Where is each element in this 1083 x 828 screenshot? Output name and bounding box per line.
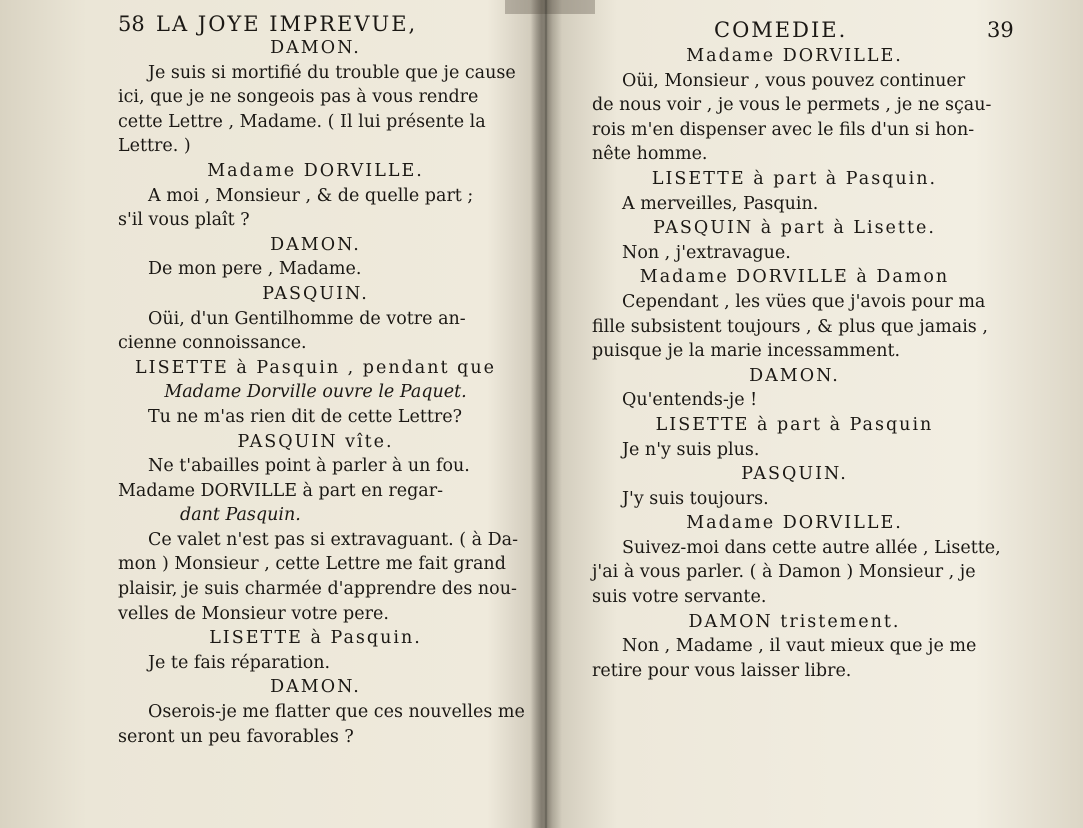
left-page [0, 0, 540, 828]
text-line: Ce valet n'est pas si extravaguant. ( à Da- [148, 529, 518, 550]
page-number: 58 [118, 12, 145, 36]
speaker-heading: DAMON. [270, 38, 361, 58]
speaker-heading: LISETTE à Pasquin. [209, 628, 422, 649]
text-line: velles de Monsieur votre pere. [118, 603, 389, 624]
text-line: Ne t'abailles point à parler à un fou. [148, 456, 470, 477]
speaker-heading: DAMON. [749, 365, 840, 386]
text-line: Tu ne m'as rien dit de cette Lettre? [148, 406, 463, 427]
text-line: fille subsistent toujours , & plus que jamais , [592, 316, 988, 337]
text-line: Oüi, d'un Gentilhomme de votre an- [148, 308, 466, 329]
text-line: De mon pere , Madame. [148, 259, 362, 280]
text-line: retire pour vous laisser libre. [592, 660, 852, 681]
page-number: 39 [987, 18, 1014, 42]
speaker-heading: LISETTE à part à Pasquin. [651, 168, 938, 189]
speaker-heading: Madame DORVILLE. [207, 160, 424, 181]
speaker-heading: Madame DORVILLE. [686, 513, 903, 534]
speaker-heading: PASQUIN. [741, 464, 848, 485]
text-line: Je suis si mortifié du trouble que je cause [148, 62, 516, 83]
right-page-content [546, 12, 1014, 683]
text-line: seront un peu favorables ? [118, 726, 354, 747]
text-line: plaisir, je suis charmée d'apprendre des nou- [118, 579, 517, 600]
text-line: j'ai à vous parler. ( à Damon ) Monsieur , je [592, 562, 976, 583]
text-line: Suivez-moi dans cette autre allée , Lisette, [622, 537, 1001, 558]
speaker-heading: Madame DORVILLE à Damon [639, 267, 950, 288]
left-page-content [0, 12, 525, 749]
text-line: Non , Madame , il vaut mieux que je me [622, 636, 977, 657]
text-line: Qu'entends-je ! [622, 390, 758, 411]
speaker-heading: Madame Dorville ouvre le Paquet. [164, 382, 467, 403]
left-page-text [118, 36, 525, 749]
text-line: ici, que je ne songeois pas à vous rendre [118, 87, 479, 108]
speaker-heading: DAMON tristement. [688, 611, 901, 632]
right-page-text [592, 44, 1001, 683]
text-line: J'y suis toujours. [622, 488, 769, 509]
left-page-header [118, 12, 513, 36]
text-line: de nous voir , je vous le permets , je ne sçau- [592, 95, 992, 116]
speaker-heading: Madame DORVILLE. [686, 46, 903, 66]
text-line: Lettre. ) [118, 136, 191, 157]
speaker-heading: PASQUIN vîte. [237, 431, 394, 452]
text-line: Oüi, Monsieur , vous pouvez continuer [622, 70, 966, 91]
speaker-heading: DAMON. [270, 677, 361, 698]
right-page-header [592, 12, 1014, 42]
text-line: dant Pasquin. [180, 505, 301, 526]
text-line: Cependant , les vües que j'avois pour ma [622, 291, 986, 312]
text-line: cette Lettre , Madame. ( Il lui présente la [118, 111, 486, 132]
speaker-heading: PASQUIN à part à Lisette. [653, 218, 936, 239]
right-page [546, 0, 1083, 828]
text-line: suis votre servante. [592, 587, 767, 608]
text-line: nête homme. [592, 144, 708, 165]
speaker-heading: PASQUIN. [262, 283, 369, 304]
speaker-heading: LISETTE à Pasquin , pendant que [135, 357, 496, 378]
text-line: rois m'en dispenser avec le fils d'un si hon- [592, 119, 975, 140]
speaker-heading: LISETTE à part à Pasquin [655, 414, 934, 435]
text-line: s'il vous plaît ? [118, 210, 250, 231]
text-line: Je te fais réparation. [148, 652, 331, 673]
running-title: COMEDIE. [714, 18, 848, 42]
running-title: LA JOYE IMPREVUE, [156, 12, 418, 36]
text-line: Non , j'extravague. [622, 242, 791, 263]
text-line: cienne connoissance. [118, 333, 307, 354]
text-line: Je n'y suis plus. [622, 439, 760, 460]
speaker-heading: DAMON. [270, 234, 361, 255]
text-line: A moi , Monsieur , & de quelle part ; [148, 185, 474, 206]
text-line: Madame DORVILLE à part en regar- [118, 480, 443, 501]
text-line: mon ) Monsieur , cette Lettre me fait grand [118, 554, 506, 575]
text-line: Oserois-je me flatter que ces nouvelles me [148, 702, 525, 723]
text-line: A merveilles, Pasquin. [622, 193, 819, 214]
text-line: puisque je la marie incessamment. [592, 341, 901, 362]
